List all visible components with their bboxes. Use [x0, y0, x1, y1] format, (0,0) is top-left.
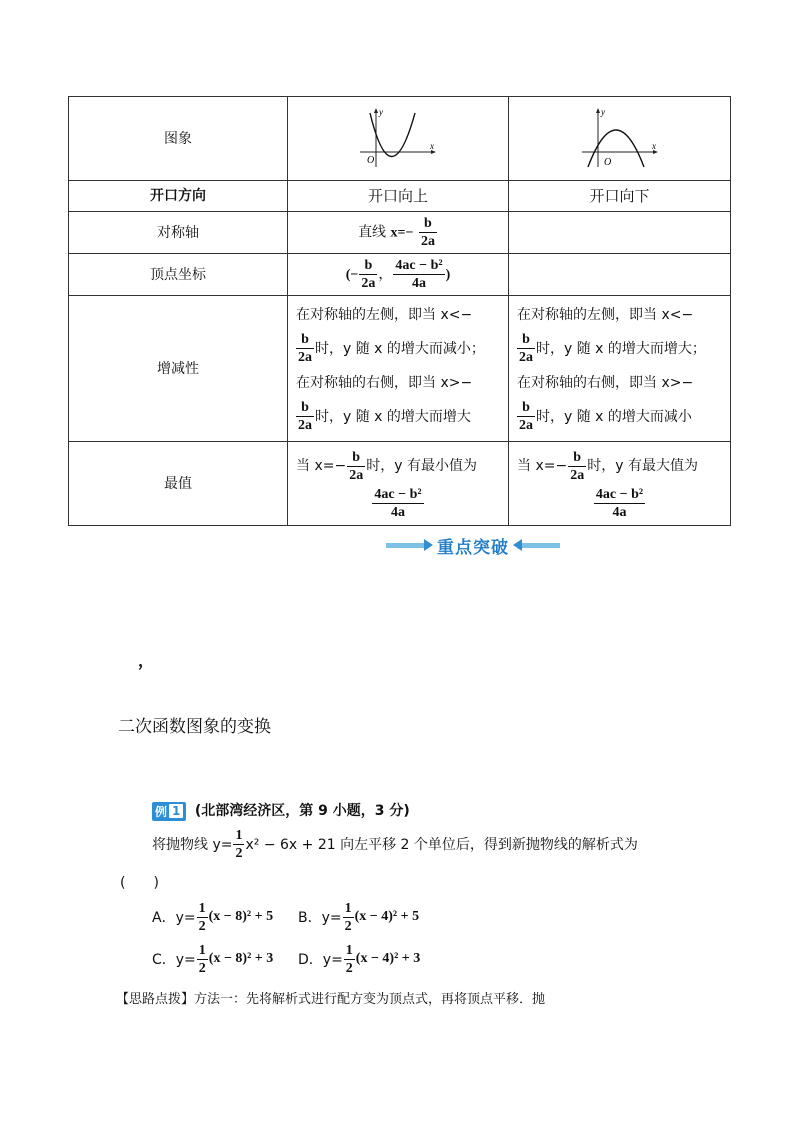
graph-upward-cell — [288, 97, 509, 181]
option-expr: (x − 4)² + 3 — [355, 951, 421, 966]
vertex-comma: ， — [378, 266, 393, 283]
mono-line: 时，y 随 x 的增大而减小； — [315, 340, 485, 357]
option-key: B．y= — [298, 910, 342, 926]
y-label: y — [379, 107, 383, 117]
example-stem — [152, 825, 638, 863]
denominator: 2a — [361, 276, 376, 291]
monotonicity-down — [509, 296, 731, 442]
numerator: b — [296, 399, 314, 417]
vertex-y-fraction — [393, 257, 444, 292]
mono-line: 在对称轴的右侧，即当 x>− — [517, 374, 694, 391]
mono-line: 时，y 随 x 的增大而增大 — [315, 408, 471, 425]
extreme-max — [509, 442, 731, 526]
option-key: C．y= — [152, 952, 196, 968]
denominator: 2a — [298, 418, 312, 433]
numerator: b — [568, 449, 586, 467]
x-label: x — [651, 141, 656, 151]
section-heading: 二次函数图象的变换 — [118, 717, 271, 737]
stem-pre: 将抛物线 y= — [152, 837, 233, 853]
denominator: 2a — [519, 418, 533, 433]
mono-fraction — [517, 399, 535, 434]
numerator: b — [517, 331, 535, 349]
opening-down: 开口向下 — [509, 181, 731, 212]
numerator: 4ac − b² — [395, 258, 443, 273]
x-label: x — [430, 141, 434, 151]
denominator: 2a — [420, 234, 435, 249]
origin-label: O — [367, 155, 375, 166]
mono-line: 时，y 随 x 的增大而增大； — [536, 340, 706, 357]
properties-table — [68, 96, 731, 526]
parabola-curve — [370, 113, 415, 157]
extreme-value-fraction — [594, 486, 645, 521]
upward-parabola-graph — [358, 105, 438, 169]
option-fraction — [197, 900, 208, 935]
denominator: 2a — [570, 467, 585, 483]
row-label-opening: 开口方向 — [69, 181, 288, 212]
answer-paren: ( ) — [120, 875, 159, 891]
banner-left-bar — [386, 543, 424, 548]
y-label: y — [600, 107, 605, 117]
stem-fraction — [233, 827, 244, 862]
monotonicity-up — [288, 296, 509, 442]
table-row — [69, 97, 731, 181]
numerator: 1 — [235, 827, 243, 843]
vertex-empty — [509, 254, 731, 296]
denominator: 2a — [349, 467, 364, 483]
option-a[interactable] — [152, 898, 273, 936]
downward-parabola-graph — [580, 105, 660, 169]
table-row — [69, 254, 731, 296]
row-label-monotonicity: 增减性 — [69, 296, 288, 442]
vertex-x-fraction — [359, 257, 377, 292]
parabola-curve — [588, 130, 644, 167]
axis-formula — [288, 212, 509, 254]
denominator: 2 — [235, 845, 243, 861]
stray-comma: ， — [138, 651, 155, 670]
banner-right-bar — [522, 543, 560, 548]
numerator: 4ac − b² — [374, 487, 422, 502]
extreme-x-fraction — [568, 449, 586, 484]
axis-expr: x=− — [390, 225, 414, 241]
option-key: A．y= — [152, 910, 196, 926]
origin-label: O — [603, 157, 611, 168]
mono-fraction — [296, 331, 314, 366]
row-label-graph: 图象 — [69, 97, 288, 181]
axis-empty — [509, 212, 731, 254]
example-badge — [152, 802, 186, 821]
table-row — [69, 212, 731, 254]
denominator: 4a — [391, 505, 405, 520]
numerator: b — [296, 331, 314, 349]
mono-line: 时，y 随 x 的增大而减小 — [536, 408, 692, 425]
option-fraction — [197, 942, 208, 977]
denominator: 2 — [198, 918, 206, 934]
numerator: 1 — [198, 942, 206, 958]
option-fraction — [343, 900, 354, 935]
table-row — [69, 442, 731, 526]
section-banner — [370, 533, 576, 557]
mono-fraction — [296, 399, 314, 434]
banner-right-arrow-icon — [513, 539, 522, 551]
numerator: 1 — [345, 942, 353, 958]
extreme-pre: 当 x=− — [517, 458, 568, 474]
table-row — [69, 296, 731, 442]
numerator: 1 — [344, 900, 352, 916]
stem-post: x² − 6x + 21 向左平移 2 个单位后，得到新抛物线的解析式为 — [245, 837, 638, 853]
y-axis-arrow — [374, 108, 378, 113]
vertex-formula — [288, 254, 509, 296]
vertex-open: (− — [345, 267, 359, 283]
graph-downward-cell — [509, 97, 731, 181]
mono-line: 在对称轴的右侧，即当 x>− — [296, 374, 473, 391]
option-c[interactable] — [152, 940, 273, 978]
y-axis-arrow — [596, 108, 600, 113]
mono-line: 在对称轴的左侧，即当 x<− — [296, 306, 473, 323]
extreme-post: 时，y 有最大值为 — [587, 458, 698, 474]
extreme-value-fraction — [372, 486, 423, 521]
option-expr: (x − 8)² + 5 — [208, 909, 274, 924]
hint-text: 【思路点拨】方法一：先将解析式进行配方变为顶点式，再将顶点平移．抛 — [116, 992, 546, 1007]
mono-line: 在对称轴的左侧，即当 x<− — [517, 306, 694, 323]
example-source: (北部湾经济区，第 9 小题，3 分) — [194, 803, 410, 819]
row-label-extreme: 最值 — [69, 442, 288, 526]
extreme-pre: 当 x=− — [296, 458, 347, 474]
badge-label: 例 — [155, 804, 168, 819]
opening-up: 开口向上 — [288, 181, 509, 212]
vertex-close: ) — [445, 267, 451, 283]
numerator: b — [359, 257, 377, 275]
example-header — [152, 800, 410, 821]
table-row — [69, 181, 731, 212]
denominator: 4a — [411, 276, 426, 291]
numerator: b — [419, 215, 437, 233]
option-d[interactable] — [298, 940, 420, 978]
denominator: 2 — [344, 918, 352, 934]
option-b[interactable] — [298, 898, 419, 936]
numerator: b — [347, 449, 365, 467]
option-expr: (x − 4)² + 5 — [354, 909, 420, 924]
numerator: b — [517, 399, 535, 417]
axis-fraction — [419, 215, 437, 250]
denominator: 2a — [298, 350, 312, 365]
banner-left-arrow-icon — [424, 539, 433, 551]
row-label-axis: 对称轴 — [69, 212, 288, 254]
row-label-vertex: 顶点坐标 — [69, 254, 288, 296]
option-expr: (x − 8)² + 3 — [208, 951, 274, 966]
mono-fraction — [517, 331, 535, 366]
extreme-x-fraction — [347, 449, 365, 484]
option-fraction — [344, 942, 355, 977]
numerator: 1 — [198, 900, 206, 916]
denominator: 2a — [519, 350, 533, 365]
denominator: 2 — [198, 960, 206, 976]
denominator: 2 — [345, 960, 353, 976]
banner-title: 重点突破 — [437, 537, 509, 558]
extreme-post: 时，y 有最小值为 — [366, 458, 477, 474]
numerator: 4ac − b² — [595, 487, 644, 502]
badge-number: 1 — [169, 804, 183, 818]
axis-prefix: 直线 — [358, 224, 387, 241]
denominator: 4a — [612, 505, 627, 520]
option-key: D．y= — [298, 952, 343, 968]
extreme-min — [288, 442, 509, 526]
